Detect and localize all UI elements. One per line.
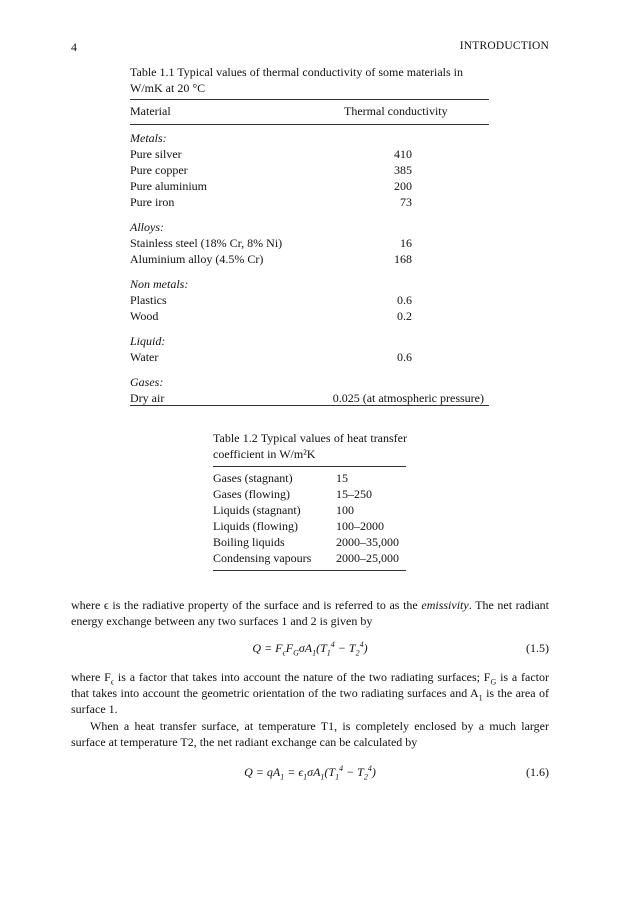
table2-caption: Table 1.2 Typical values of heat transfer coefficient in W/m²K	[213, 431, 407, 461]
table1-group-title: Liquid:	[130, 334, 166, 348]
table-row	[130, 308, 489, 324]
conductivity-value: 73	[400, 195, 412, 209]
table1-group	[130, 276, 489, 324]
coefficient-value: 15	[336, 471, 348, 485]
p1-text-a: where ϵ is the radiative property of the surface and is referred to as the	[71, 598, 422, 612]
material-name: Pure copper	[130, 163, 188, 177]
conductivity-value: 200	[394, 179, 412, 193]
p1-emphasis: emissivity	[421, 598, 469, 612]
table1-top-rule	[130, 99, 489, 100]
conductivity-value: 0.025 (at atmospheric pressure)	[332, 391, 484, 405]
material-name: Plastics	[130, 293, 167, 307]
table1-group-title: Non metals:	[130, 277, 189, 291]
coefficient-value: 2000–25,000	[336, 551, 399, 565]
conductivity-value: 410	[394, 147, 412, 161]
table1-header-rule	[130, 124, 489, 125]
table-row	[130, 162, 489, 178]
table1-header-material: Material	[130, 104, 171, 118]
equation-1-6-number: (1.6)	[526, 765, 549, 779]
table-row	[130, 146, 489, 162]
equation-1-5	[71, 639, 549, 657]
conductivity-value: 0.6	[397, 350, 412, 364]
material-name: Pure aluminium	[130, 179, 207, 193]
conductivity-value: 385	[394, 163, 412, 177]
coefficient-value: 2000–35,000	[336, 535, 399, 549]
table2-body	[213, 470, 406, 566]
condition-name: Boiling liquids	[213, 535, 285, 549]
table-row	[130, 292, 489, 308]
equation-1-6-expression: $Q = qA_1 = \epsilon_1\sigma A_1(T_1^4 - T_2^4)$	[244, 764, 376, 782]
condition-name: Condensing vapours	[213, 551, 312, 565]
table1-group	[130, 374, 489, 406]
condition-name: Liquids (flowing)	[213, 519, 298, 533]
table1-caption: Table 1.1 Typical values of thermal conductivity of some materials in W/mK at 20 °C	[130, 65, 464, 95]
table1-group	[130, 333, 489, 365]
table-row	[213, 470, 406, 486]
paragraph-1	[71, 597, 549, 629]
paragraph-3: When a heat transfer surface, at temperature T1, is completely enclosed by a much larger surface at temperature T2, the net radiant exchange can be calculated by	[71, 719, 549, 750]
conductivity-value: 16	[400, 236, 412, 250]
equation-1-5-expression: $Q = F_\epsilon F_G\sigma A_1(T_1^4 - T_2^4)$	[252, 640, 368, 658]
material-name: Water	[130, 350, 159, 364]
page-number: 4	[71, 40, 77, 54]
table1-group	[130, 219, 489, 267]
coefficient-value: 100	[336, 503, 354, 517]
table-row	[130, 251, 489, 267]
paragraph-2: where $F_\epsilon$ is a factor that takes into account the nature of the two radiating surfaces; $F_G$ is a factor that takes into account the geometric orientation of the two radiating surfaces and $A_1$ is the area of surface 1.	[71, 670, 549, 717]
coefficient-value: 100–2000	[336, 519, 384, 533]
conductivity-value: 0.2	[397, 309, 412, 323]
table-row	[130, 390, 489, 406]
table1-bottom-rule	[130, 405, 489, 406]
coefficient-value: 15–250	[336, 487, 372, 501]
conductivity-value: 0.6	[397, 293, 412, 307]
material-name: Dry air	[130, 391, 165, 405]
table-row	[213, 486, 406, 502]
table-row	[130, 235, 489, 251]
table2-bottom-rule	[213, 570, 406, 571]
condition-name: Gases (flowing)	[213, 487, 290, 501]
equation-1-5-number: (1.5)	[526, 641, 549, 655]
table1-group-title: Metals:	[130, 131, 167, 145]
condition-name: Gases (stagnant)	[213, 471, 293, 485]
table-row	[130, 349, 489, 365]
table-row	[130, 178, 489, 194]
table1-group-title: Gases:	[130, 375, 164, 389]
table1-body	[130, 130, 489, 415]
conductivity-value: 168	[394, 252, 412, 266]
table-row	[213, 534, 406, 550]
table-row	[213, 550, 406, 566]
material-name: Wood	[130, 309, 159, 323]
p1-text-b: . The net radiant energy exchange between any two surfaces 1 and 2 is given by	[71, 598, 550, 629]
running-title: INTRODUCTION	[459, 40, 549, 52]
table-row	[213, 502, 406, 518]
table2-top-rule	[213, 466, 406, 467]
material-name: Stainless steel (18% Cr, 8% Ni)	[130, 236, 283, 250]
condition-name: Liquids (stagnant)	[213, 503, 301, 517]
table1-group-title: Alloys:	[130, 220, 164, 234]
table1-group	[130, 130, 489, 210]
material-name: Pure silver	[130, 147, 182, 161]
table-row	[130, 194, 489, 210]
table-row	[213, 518, 406, 534]
material-name: Aluminium alloy (4.5% Cr)	[130, 252, 264, 266]
equation-1-6	[71, 763, 549, 781]
material-name: Pure iron	[130, 195, 175, 209]
table1-header-conductivity: Thermal conductivity	[344, 104, 448, 118]
